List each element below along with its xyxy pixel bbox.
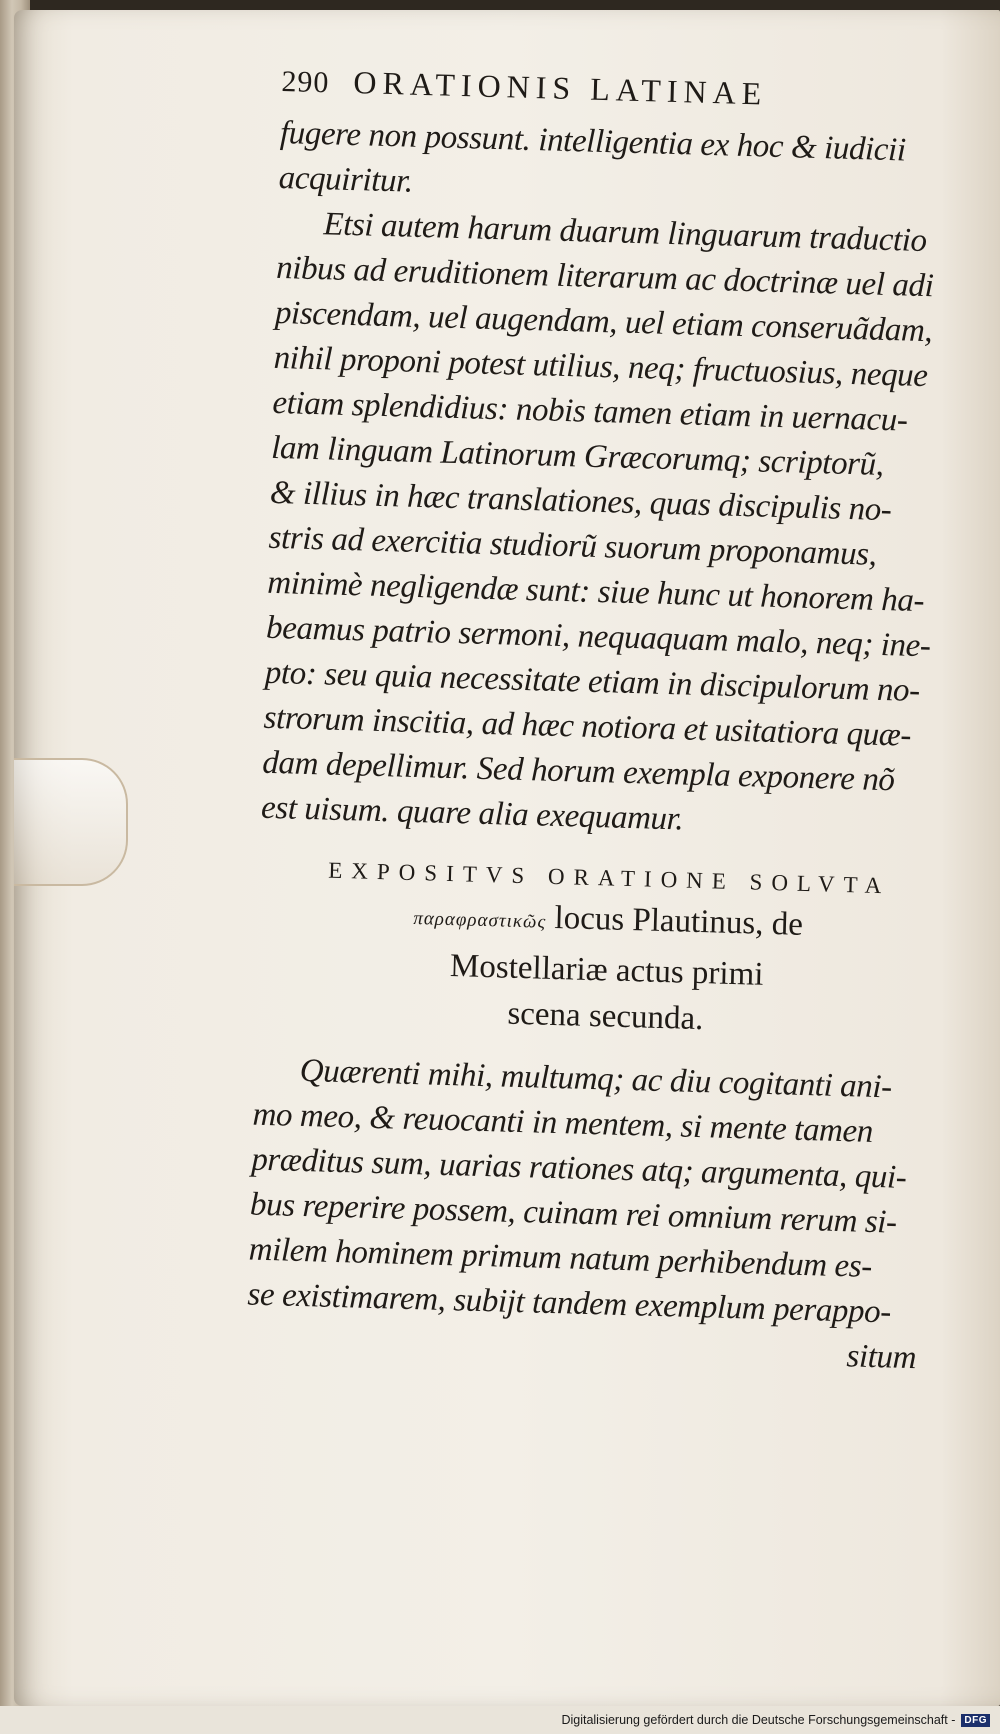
text-line: nibus ad eruditionem literarum ac doctrinæ uel adi xyxy=(275,249,934,305)
greek-word: παραφραστικῶς xyxy=(413,908,547,933)
text-line: beamus patrio sermoni, nequaquam malo, neq; ine- xyxy=(265,609,932,665)
text-line: Quærenti mihi, multumq; ac diu cogitanti ani- xyxy=(299,1052,893,1106)
dfg-logo: DFG xyxy=(961,1714,990,1727)
section-subtitle-text: locus Plautinus, de xyxy=(554,899,804,943)
catchword: situm xyxy=(846,1338,917,1377)
text-line: est uisum. quare alia exequamur. xyxy=(260,789,684,838)
text-line: dam depellimur. Sed horum exempla exponere nõ xyxy=(261,744,896,799)
text-line: strorum inscitia, ad hæc notiora et usitatiora quæ- xyxy=(263,699,912,754)
section-heading xyxy=(255,851,960,1049)
text-line: lam linguam Latinorum Græcorumq; scriptorũ, xyxy=(270,429,885,483)
text-line: se existimarem, subijt tandem exemplum perappo- xyxy=(247,1276,892,1331)
text-line: & illius in hæc translationes, quas discipulis no- xyxy=(269,474,892,529)
digitization-footer xyxy=(0,1706,1000,1734)
section-subtitle-line: scena secunda. xyxy=(506,995,704,1038)
text-line: nihil proponi potest utilius, neq; fructuosius, neque xyxy=(273,339,929,395)
paragraph-2 xyxy=(261,201,978,850)
text-line: mo meo, & reuocanti in mentem, si mente tamen xyxy=(252,1096,874,1150)
page-marker-tab xyxy=(14,758,128,886)
running-head: ORATIONIS LATINAE xyxy=(352,64,768,112)
text-line: acquiritur. xyxy=(278,159,414,200)
text-line: stris ad exercitia studiorũ suorum proponamus, xyxy=(268,519,877,573)
page-number: 290 xyxy=(280,64,330,100)
text-line: fugere non possunt. intelligentia ex hoc & iudicii xyxy=(279,114,907,169)
section-subtitle-line: Mostellariæ actus primi xyxy=(449,948,764,993)
text-line: præditus sum, uarias rationes atq; argumenta, qui- xyxy=(250,1141,907,1196)
page-text xyxy=(246,62,982,1382)
footer-credit: Digitalisierung gefördert durch die Deutsche Forschungsgemeinschaft - xyxy=(561,1713,956,1727)
text-line: bus reperire possem, cuinam rei omnium rerum si- xyxy=(249,1186,898,1241)
text-line: milem hominem primum natum perhibendum es- xyxy=(248,1231,873,1285)
section-title: EXPOSITVS ORATIONE SOLVTA xyxy=(327,857,891,899)
text-line: etiam splendidius: nobis tamen etiam in uernacu- xyxy=(271,384,908,439)
text-line: minimè negligendæ sunt: siue hunc ut honorem ha- xyxy=(266,564,925,620)
text-line: Etsi autem harum duarum linguarum traductio xyxy=(322,206,928,260)
text-line: piscendam, uel augendam, uel etiam conseruãdam, xyxy=(274,294,933,350)
paragraph-3 xyxy=(246,1048,955,1382)
text-line: pto: seu quia necessitate etiam in discipulorum no- xyxy=(264,654,921,710)
